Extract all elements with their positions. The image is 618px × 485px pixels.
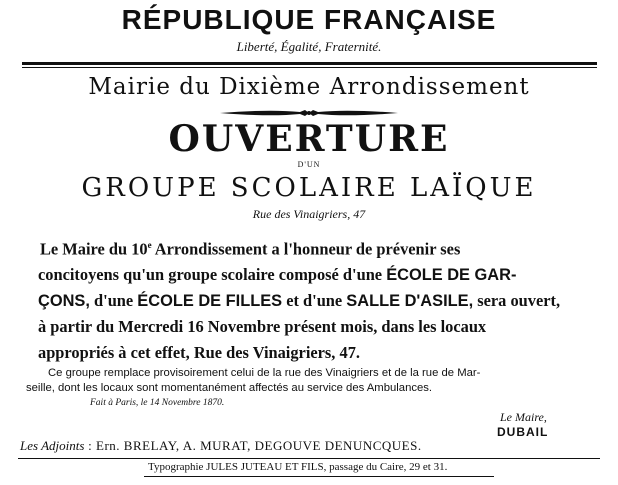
subject-heading: GROUPE SCOLAIRE LAÏQUE [81,173,537,203]
date-line: Fait à Paris, le 14 Novembre 1870. [90,398,225,408]
notice-line-2: seille, dont les locaux sont momentanément affectés au service des Ambulances. [26,382,433,394]
main-line-3 [38,288,604,314]
main-line-4: à partir du Mercredi 16 Novembre présent mois, dans les locaux [38,317,487,337]
adjoints-names: : Ern. BRELAY, A. MURAT, DEGOUVE DENUNCQUES. [84,438,422,453]
header-title: RÉPUBLIQUE FRANÇAISE [121,4,497,35]
header-rule-heavy [22,62,597,65]
main-line-1 [38,232,604,262]
adjoints-line [20,438,422,454]
main-line-3-a: ÇONS, [38,292,90,311]
main-line-3-b: d'une [89,291,138,311]
imprint-line: Typographie JULES JUTEAU ET FILS, passage du Caire, 29 et 31. [148,461,448,473]
signature-title: Le Maire, [500,410,547,424]
main-line-3-d: et d'une [282,291,347,311]
main-paragraph [38,232,604,366]
main-line-1-sup: e [147,240,152,250]
address-line: Rue des Vinaigriers, 47 [252,207,366,221]
main-line-3-f: sera ouvert, [473,291,561,311]
footer-rule [18,458,600,459]
motto: Liberté, Égalité, Fraternité. [236,39,382,54]
main-line-3-c: ÉCOLE DE FILLES [137,292,283,311]
dun-label: D'UN [297,160,321,169]
main-line-3-e: SALLE D'ASILE, [346,292,474,311]
main-line-1-a: Le Maire du 10 [40,239,148,259]
main-line-1-b: Arrondissement a l'honneur de prévenir ses [151,239,461,259]
main-line-2-b: ÉCOLE DE GAR- [386,266,517,285]
notice-line-1: Ce groupe remplace provisoirement celui de la rue des Vinaigriers et de la rue de Mar- [48,367,481,379]
adjoints-label: Les Adjoints [20,438,85,453]
signature-name: DUBAIL [497,425,549,439]
header-rule-light [22,67,597,68]
headline-ouverture: OUVERTURE [168,118,450,160]
mairie-heading: Mairie du Dixième Arrondissement [88,74,530,100]
main-line-5: appropriés à cet effet, Rue des Vinaigriers, 47. [38,343,360,363]
main-line-2 [38,262,604,288]
notice-paragraph [26,366,606,396]
footer-rule-lower [144,476,494,477]
main-line-2-a: concitoyens qu'un groupe scolaire composé d'une [38,265,387,285]
